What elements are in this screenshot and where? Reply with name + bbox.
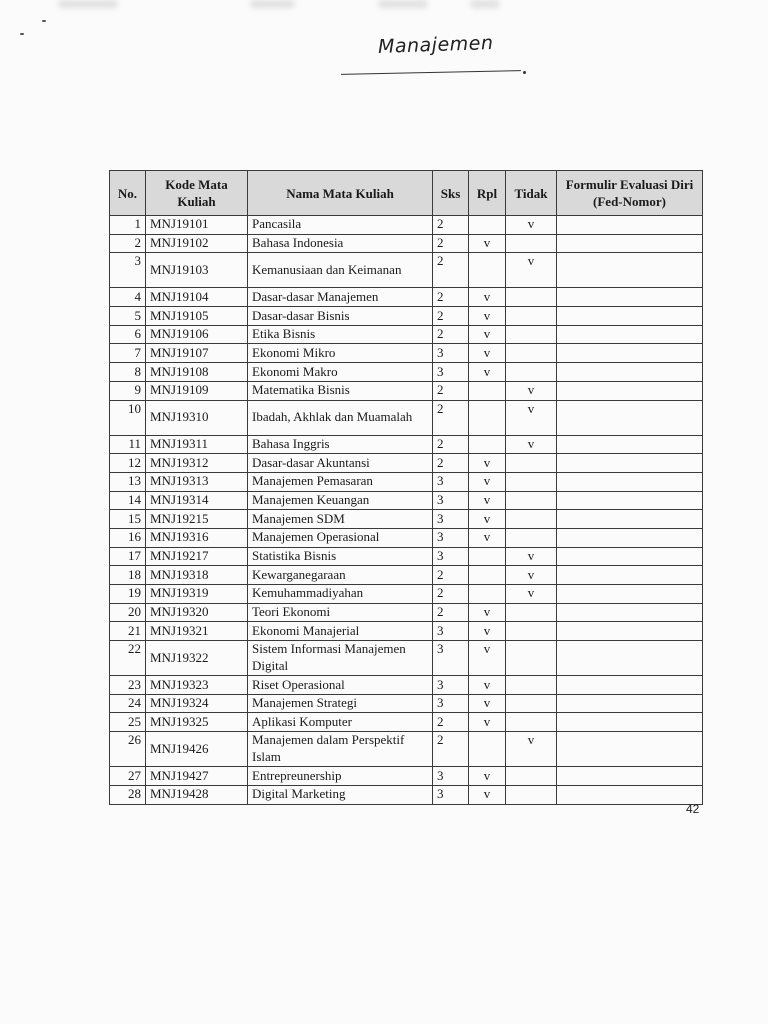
cell-formulir xyxy=(557,694,703,713)
cell-no: 18 xyxy=(110,566,146,585)
cell-formulir xyxy=(557,767,703,786)
table-row xyxy=(110,510,703,529)
cell-sks: 3 xyxy=(433,767,469,786)
cell-kode: MNJ19324 xyxy=(146,694,248,713)
header-rpl: Rpl xyxy=(469,171,506,216)
cell-sks: 2 xyxy=(433,585,469,604)
cell-rpl: v xyxy=(469,785,506,804)
cell-formulir xyxy=(557,344,703,363)
cell-tidak: v xyxy=(506,400,557,435)
scan-smudge xyxy=(470,0,500,8)
cell-kode: MNJ19102 xyxy=(146,234,248,253)
table-row xyxy=(110,566,703,585)
table-row xyxy=(110,732,703,767)
cell-tidak xyxy=(506,767,557,786)
cell-nama: Manajemen Pemasaran xyxy=(248,472,433,491)
cell-no: 12 xyxy=(110,454,146,473)
cell-sks: 2 xyxy=(433,713,469,732)
cell-no: 7 xyxy=(110,344,146,363)
cell-nama: Ekonomi Makro xyxy=(248,363,433,382)
cell-tidak xyxy=(506,676,557,695)
cell-formulir xyxy=(557,785,703,804)
cell-formulir xyxy=(557,603,703,622)
cell-formulir xyxy=(557,381,703,400)
cell-nama: Aplikasi Komputer xyxy=(248,713,433,732)
cell-kode: MNJ19312 xyxy=(146,454,248,473)
cell-nama: Ibadah, Akhlak dan Muamalah xyxy=(248,400,433,435)
cell-nama: Kemuhammadiyahan xyxy=(248,585,433,604)
title-underline xyxy=(341,70,521,75)
cell-no: 3 xyxy=(110,253,146,288)
cell-sks: 2 xyxy=(433,454,469,473)
cell-sks: 3 xyxy=(433,622,469,641)
cell-tidak xyxy=(506,325,557,344)
cell-kode: MNJ19426 xyxy=(146,732,248,767)
cell-formulir xyxy=(557,622,703,641)
cell-rpl xyxy=(469,547,506,566)
cell-sks: 3 xyxy=(433,510,469,529)
table-row xyxy=(110,288,703,307)
table-row xyxy=(110,641,703,676)
table-row xyxy=(110,454,703,473)
cell-kode: MNJ19313 xyxy=(146,472,248,491)
table-row xyxy=(110,603,703,622)
cell-no: 14 xyxy=(110,491,146,510)
cell-kode: MNJ19217 xyxy=(146,547,248,566)
cell-kode: MNJ19319 xyxy=(146,585,248,604)
cell-formulir xyxy=(557,732,703,767)
cell-no: 21 xyxy=(110,622,146,641)
cell-rpl xyxy=(469,216,506,235)
cell-sks: 2 xyxy=(433,435,469,454)
cell-nama: Manajemen Keuangan xyxy=(248,491,433,510)
cell-kode: MNJ19314 xyxy=(146,491,248,510)
cell-tidak xyxy=(506,694,557,713)
cell-kode: MNJ19106 xyxy=(146,325,248,344)
cell-kode: MNJ19323 xyxy=(146,676,248,695)
table-row xyxy=(110,435,703,454)
cell-no: 1 xyxy=(110,216,146,235)
cell-kode: MNJ19109 xyxy=(146,381,248,400)
table-row xyxy=(110,216,703,235)
cell-sks: 3 xyxy=(433,785,469,804)
header-no: No. xyxy=(110,171,146,216)
cell-no: 16 xyxy=(110,528,146,547)
cell-no: 17 xyxy=(110,547,146,566)
cell-tidak xyxy=(506,472,557,491)
cell-nama: Matematika Bisnis xyxy=(248,381,433,400)
cell-no: 20 xyxy=(110,603,146,622)
scan-smudge xyxy=(58,0,118,8)
cell-kode: MNJ19108 xyxy=(146,363,248,382)
cell-no: 23 xyxy=(110,676,146,695)
header-nama: Nama Mata Kuliah xyxy=(248,171,433,216)
table-row xyxy=(110,528,703,547)
cell-formulir xyxy=(557,325,703,344)
page-number: 42 xyxy=(686,802,700,816)
cell-nama: Digital Marketing xyxy=(248,785,433,804)
cell-rpl: v xyxy=(469,528,506,547)
cell-nama: Manajemen Strategi xyxy=(248,694,433,713)
cell-rpl: v xyxy=(469,622,506,641)
cell-tidak xyxy=(506,454,557,473)
cell-kode: MNJ19427 xyxy=(146,767,248,786)
table-row xyxy=(110,676,703,695)
cell-formulir xyxy=(557,585,703,604)
cell-nama: Dasar-dasar Manajemen xyxy=(248,288,433,307)
cell-formulir xyxy=(557,510,703,529)
cell-tidak: v xyxy=(506,216,557,235)
cell-nama: Dasar-dasar Akuntansi xyxy=(248,454,433,473)
cell-rpl: v xyxy=(469,676,506,695)
cell-nama: Manajemen Operasional xyxy=(248,528,433,547)
scan-smudge xyxy=(250,0,295,8)
cell-formulir xyxy=(557,676,703,695)
cell-tidak xyxy=(506,344,557,363)
table-row xyxy=(110,694,703,713)
cell-formulir xyxy=(557,435,703,454)
cell-sks: 2 xyxy=(433,566,469,585)
cell-no: 27 xyxy=(110,767,146,786)
cell-formulir xyxy=(557,566,703,585)
table-row xyxy=(110,547,703,566)
cell-no: 24 xyxy=(110,694,146,713)
cell-rpl xyxy=(469,381,506,400)
scan-mark xyxy=(20,33,24,35)
cell-sks: 2 xyxy=(433,732,469,767)
cell-no: 9 xyxy=(110,381,146,400)
cell-sks: 2 xyxy=(433,400,469,435)
cell-rpl xyxy=(469,566,506,585)
cell-tidak xyxy=(506,510,557,529)
cell-sks: 2 xyxy=(433,307,469,326)
header-formulir: Formulir Evaluasi Diri (Fed-Nomor) xyxy=(557,171,703,216)
cell-sks: 2 xyxy=(433,234,469,253)
cell-formulir xyxy=(557,400,703,435)
cell-no: 15 xyxy=(110,510,146,529)
header-sks: Sks xyxy=(433,171,469,216)
table-row xyxy=(110,325,703,344)
course-table xyxy=(109,170,703,805)
cell-formulir xyxy=(557,472,703,491)
cell-tidak: v xyxy=(506,253,557,288)
cell-formulir xyxy=(557,454,703,473)
table-row xyxy=(110,713,703,732)
cell-rpl: v xyxy=(469,344,506,363)
table-row xyxy=(110,622,703,641)
cell-tidak: v xyxy=(506,732,557,767)
cell-sks: 3 xyxy=(433,344,469,363)
cell-tidak xyxy=(506,528,557,547)
cell-rpl xyxy=(469,585,506,604)
cell-formulir xyxy=(557,491,703,510)
scan-mark xyxy=(42,20,46,22)
cell-formulir xyxy=(557,307,703,326)
table-row xyxy=(110,785,703,804)
cell-sks: 3 xyxy=(433,694,469,713)
cell-rpl: v xyxy=(469,641,506,676)
cell-tidak xyxy=(506,785,557,804)
cell-formulir xyxy=(557,528,703,547)
cell-sks: 2 xyxy=(433,381,469,400)
scan-smudge xyxy=(378,0,428,8)
table-row xyxy=(110,585,703,604)
cell-nama: Etika Bisnis xyxy=(248,325,433,344)
header-tidak: Tidak xyxy=(506,171,557,216)
cell-nama: Bahasa Inggris xyxy=(248,435,433,454)
cell-tidak xyxy=(506,363,557,382)
table-row xyxy=(110,234,703,253)
cell-no: 19 xyxy=(110,585,146,604)
cell-formulir xyxy=(557,288,703,307)
cell-formulir xyxy=(557,234,703,253)
table-row xyxy=(110,381,703,400)
cell-tidak: v xyxy=(506,566,557,585)
cell-rpl: v xyxy=(469,363,506,382)
cell-formulir xyxy=(557,253,703,288)
cell-kode: MNJ19428 xyxy=(146,785,248,804)
table-row xyxy=(110,363,703,382)
cell-nama: Bahasa Indonesia xyxy=(248,234,433,253)
cell-no: 8 xyxy=(110,363,146,382)
cell-tidak xyxy=(506,307,557,326)
cell-rpl: v xyxy=(469,234,506,253)
cell-sks: 2 xyxy=(433,216,469,235)
cell-tidak: v xyxy=(506,547,557,566)
cell-formulir xyxy=(557,547,703,566)
cell-nama: Teori Ekonomi xyxy=(248,603,433,622)
cell-sks: 3 xyxy=(433,472,469,491)
cell-rpl: v xyxy=(469,288,506,307)
cell-nama: Manajemen dalam Perspektif Islam xyxy=(248,732,433,767)
cell-rpl xyxy=(469,400,506,435)
cell-sks: 2 xyxy=(433,253,469,288)
cell-rpl: v xyxy=(469,603,506,622)
cell-tidak: v xyxy=(506,585,557,604)
cell-nama: Manajemen SDM xyxy=(248,510,433,529)
cell-kode: MNJ19318 xyxy=(146,566,248,585)
cell-rpl: v xyxy=(469,713,506,732)
cell-rpl: v xyxy=(469,454,506,473)
cell-tidak xyxy=(506,603,557,622)
cell-nama: Kewarganegaraan xyxy=(248,566,433,585)
cell-tidak xyxy=(506,234,557,253)
table-row xyxy=(110,344,703,363)
cell-tidak xyxy=(506,491,557,510)
cell-tidak xyxy=(506,713,557,732)
cell-nama: Ekonomi Mikro xyxy=(248,344,433,363)
cell-rpl: v xyxy=(469,491,506,510)
cell-sks: 2 xyxy=(433,288,469,307)
cell-kode: MNJ19101 xyxy=(146,216,248,235)
header-kode: Kode Mata Kuliah xyxy=(146,171,248,216)
cell-no: 13 xyxy=(110,472,146,491)
cell-rpl xyxy=(469,435,506,454)
cell-nama: Kemanusiaan dan Keimanan xyxy=(248,253,433,288)
cell-kode: MNJ19104 xyxy=(146,288,248,307)
cell-no: 28 xyxy=(110,785,146,804)
cell-no: 11 xyxy=(110,435,146,454)
table-row xyxy=(110,767,703,786)
cell-formulir xyxy=(557,216,703,235)
cell-no: 25 xyxy=(110,713,146,732)
cell-no: 10 xyxy=(110,400,146,435)
cell-nama: Riset Operasional xyxy=(248,676,433,695)
cell-no: 26 xyxy=(110,732,146,767)
cell-no: 4 xyxy=(110,288,146,307)
cell-formulir xyxy=(557,641,703,676)
cell-kode: MNJ19320 xyxy=(146,603,248,622)
cell-formulir xyxy=(557,363,703,382)
cell-tidak xyxy=(506,288,557,307)
cell-kode: MNJ19103 xyxy=(146,253,248,288)
cell-sks: 2 xyxy=(433,325,469,344)
cell-rpl: v xyxy=(469,694,506,713)
cell-no: 22 xyxy=(110,641,146,676)
cell-no: 2 xyxy=(110,234,146,253)
table-row xyxy=(110,307,703,326)
cell-kode: MNJ19215 xyxy=(146,510,248,529)
cell-sks: 3 xyxy=(433,547,469,566)
handwritten-title: Manajemen xyxy=(377,31,494,59)
cell-tidak: v xyxy=(506,381,557,400)
cell-sks: 3 xyxy=(433,491,469,510)
cell-kode: MNJ19310 xyxy=(146,400,248,435)
cell-rpl xyxy=(469,253,506,288)
cell-no: 5 xyxy=(110,307,146,326)
cell-rpl xyxy=(469,732,506,767)
cell-rpl: v xyxy=(469,307,506,326)
cell-sks: 2 xyxy=(433,603,469,622)
table-row xyxy=(110,253,703,288)
cell-sks: 3 xyxy=(433,676,469,695)
table-row xyxy=(110,472,703,491)
cell-tidak xyxy=(506,622,557,641)
table-header-row xyxy=(110,171,703,216)
cell-nama: Statistika Bisnis xyxy=(248,547,433,566)
cell-kode: MNJ19107 xyxy=(146,344,248,363)
cell-nama: Pancasila xyxy=(248,216,433,235)
cell-nama: Entrepreunership xyxy=(248,767,433,786)
cell-rpl: v xyxy=(469,767,506,786)
cell-rpl: v xyxy=(469,472,506,491)
cell-kode: MNJ19321 xyxy=(146,622,248,641)
table-row xyxy=(110,491,703,510)
table-body xyxy=(110,216,703,805)
cell-no: 6 xyxy=(110,325,146,344)
underline-dot xyxy=(523,71,526,74)
table-row xyxy=(110,400,703,435)
cell-kode: MNJ19325 xyxy=(146,713,248,732)
cell-nama: Sistem Informasi Manajemen Digital xyxy=(248,641,433,676)
cell-kode: MNJ19316 xyxy=(146,528,248,547)
cell-nama: Dasar-dasar Bisnis xyxy=(248,307,433,326)
cell-rpl: v xyxy=(469,510,506,529)
cell-kode: MNJ19105 xyxy=(146,307,248,326)
cell-nama: Ekonomi Manajerial xyxy=(248,622,433,641)
cell-kode: MNJ19311 xyxy=(146,435,248,454)
cell-sks: 3 xyxy=(433,363,469,382)
cell-rpl: v xyxy=(469,325,506,344)
cell-kode: MNJ19322 xyxy=(146,641,248,676)
cell-formulir xyxy=(557,713,703,732)
cell-sks: 3 xyxy=(433,641,469,676)
cell-sks: 3 xyxy=(433,528,469,547)
cell-tidak: v xyxy=(506,435,557,454)
cell-tidak xyxy=(506,641,557,676)
